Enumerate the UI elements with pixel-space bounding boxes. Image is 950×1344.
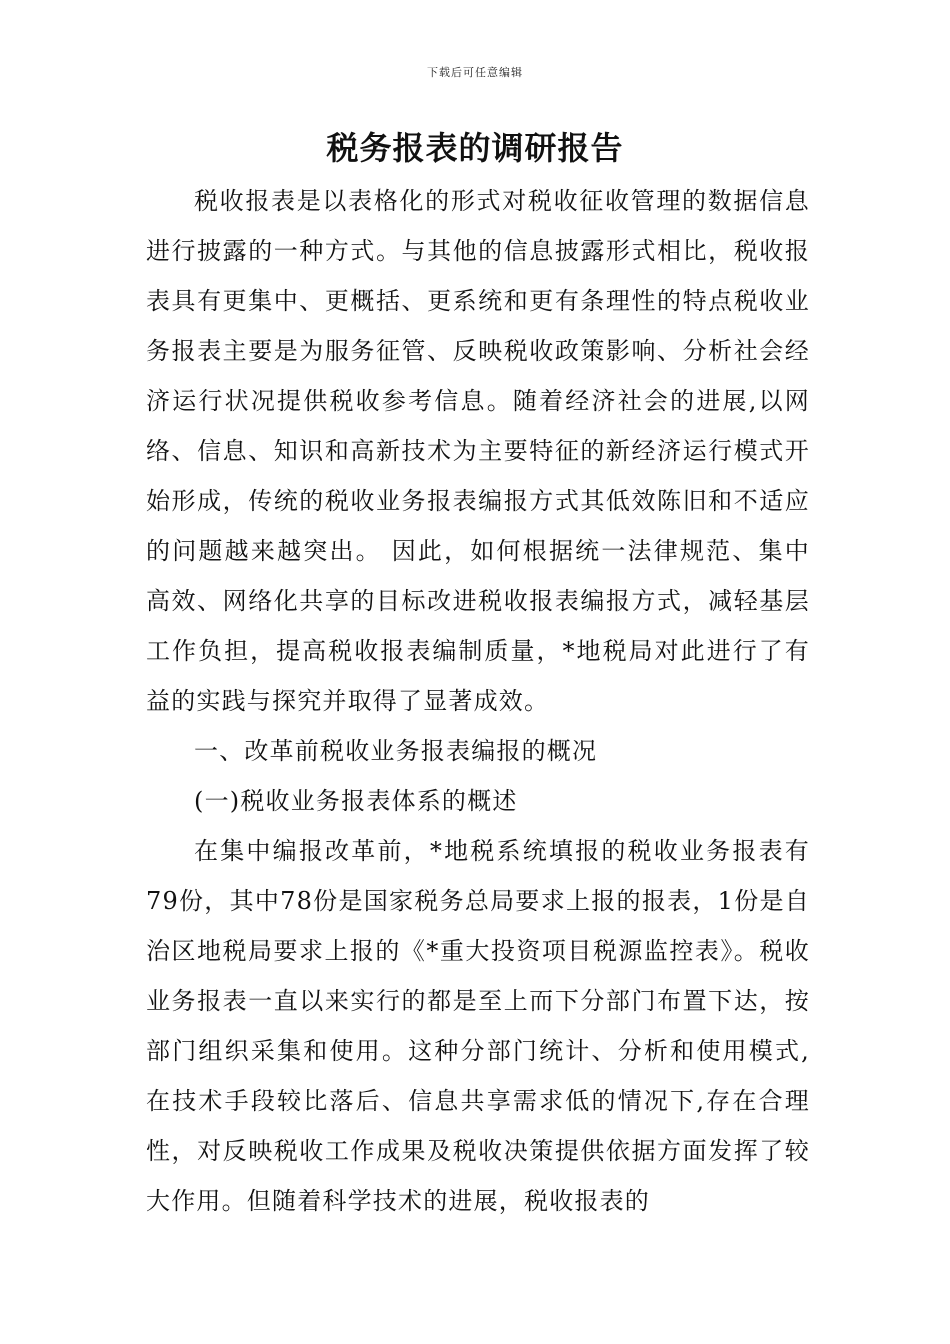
subsection-heading: (一)税收业务报表体系的概述 — [194, 787, 518, 815]
document-title: 税务报表的调研报告 — [326, 129, 624, 167]
header-note: 下载后可任意编辑 — [427, 66, 523, 79]
paragraph-intro: 税收报表是以表格化的形式对税收征收管理的数据信息进行披露的一种方式。与其他的信息披露形式相比，税收报表具有更集中、更概括、更系统和更有条理性的特点税收业务报表主要是为服务征管、反映税收政策影响、分析社会经济运行状况提供税收参考信息。随着经济社会的进展,以网络、信息、知识和高新技术为主要特征的新经济运行模式开始形成，传统的税收业务报表编报方式其低效陈旧和不适应的问题越来越突出。 因此，如何根据统一法律规范、集中高效、网络化共享的目标改进税收报表编报方式，减轻基层工作负担，提高税收报表编制质量，*地税局对此进行了有益的实践与探究并取得了显著成效。 — [146, 187, 810, 715]
paragraph-overview: 在集中编报改革前，*地税系统填报的税收业务报表有79份，其中78份是国家税务总局要求上报的报表，1份是自治区地税局要求上报的《*重大投资项目税源监控表》。税收业务报表一直以来实行的都是至上而下分部门布置下达，按部门组织采集和使用。这种分部门统计、分析和使用模式,在技术手段较比落后、信息共享需求低的情况下,存在合理性，对反映税收工作成果及税收决策提供依据方面发挥了较大作用。但随着科学技术的进展，税收报表的 — [146, 837, 810, 1215]
document-body — [146, 176, 810, 1226]
section-heading: 一、改革前税收业务报表编报的概况 — [194, 737, 598, 765]
